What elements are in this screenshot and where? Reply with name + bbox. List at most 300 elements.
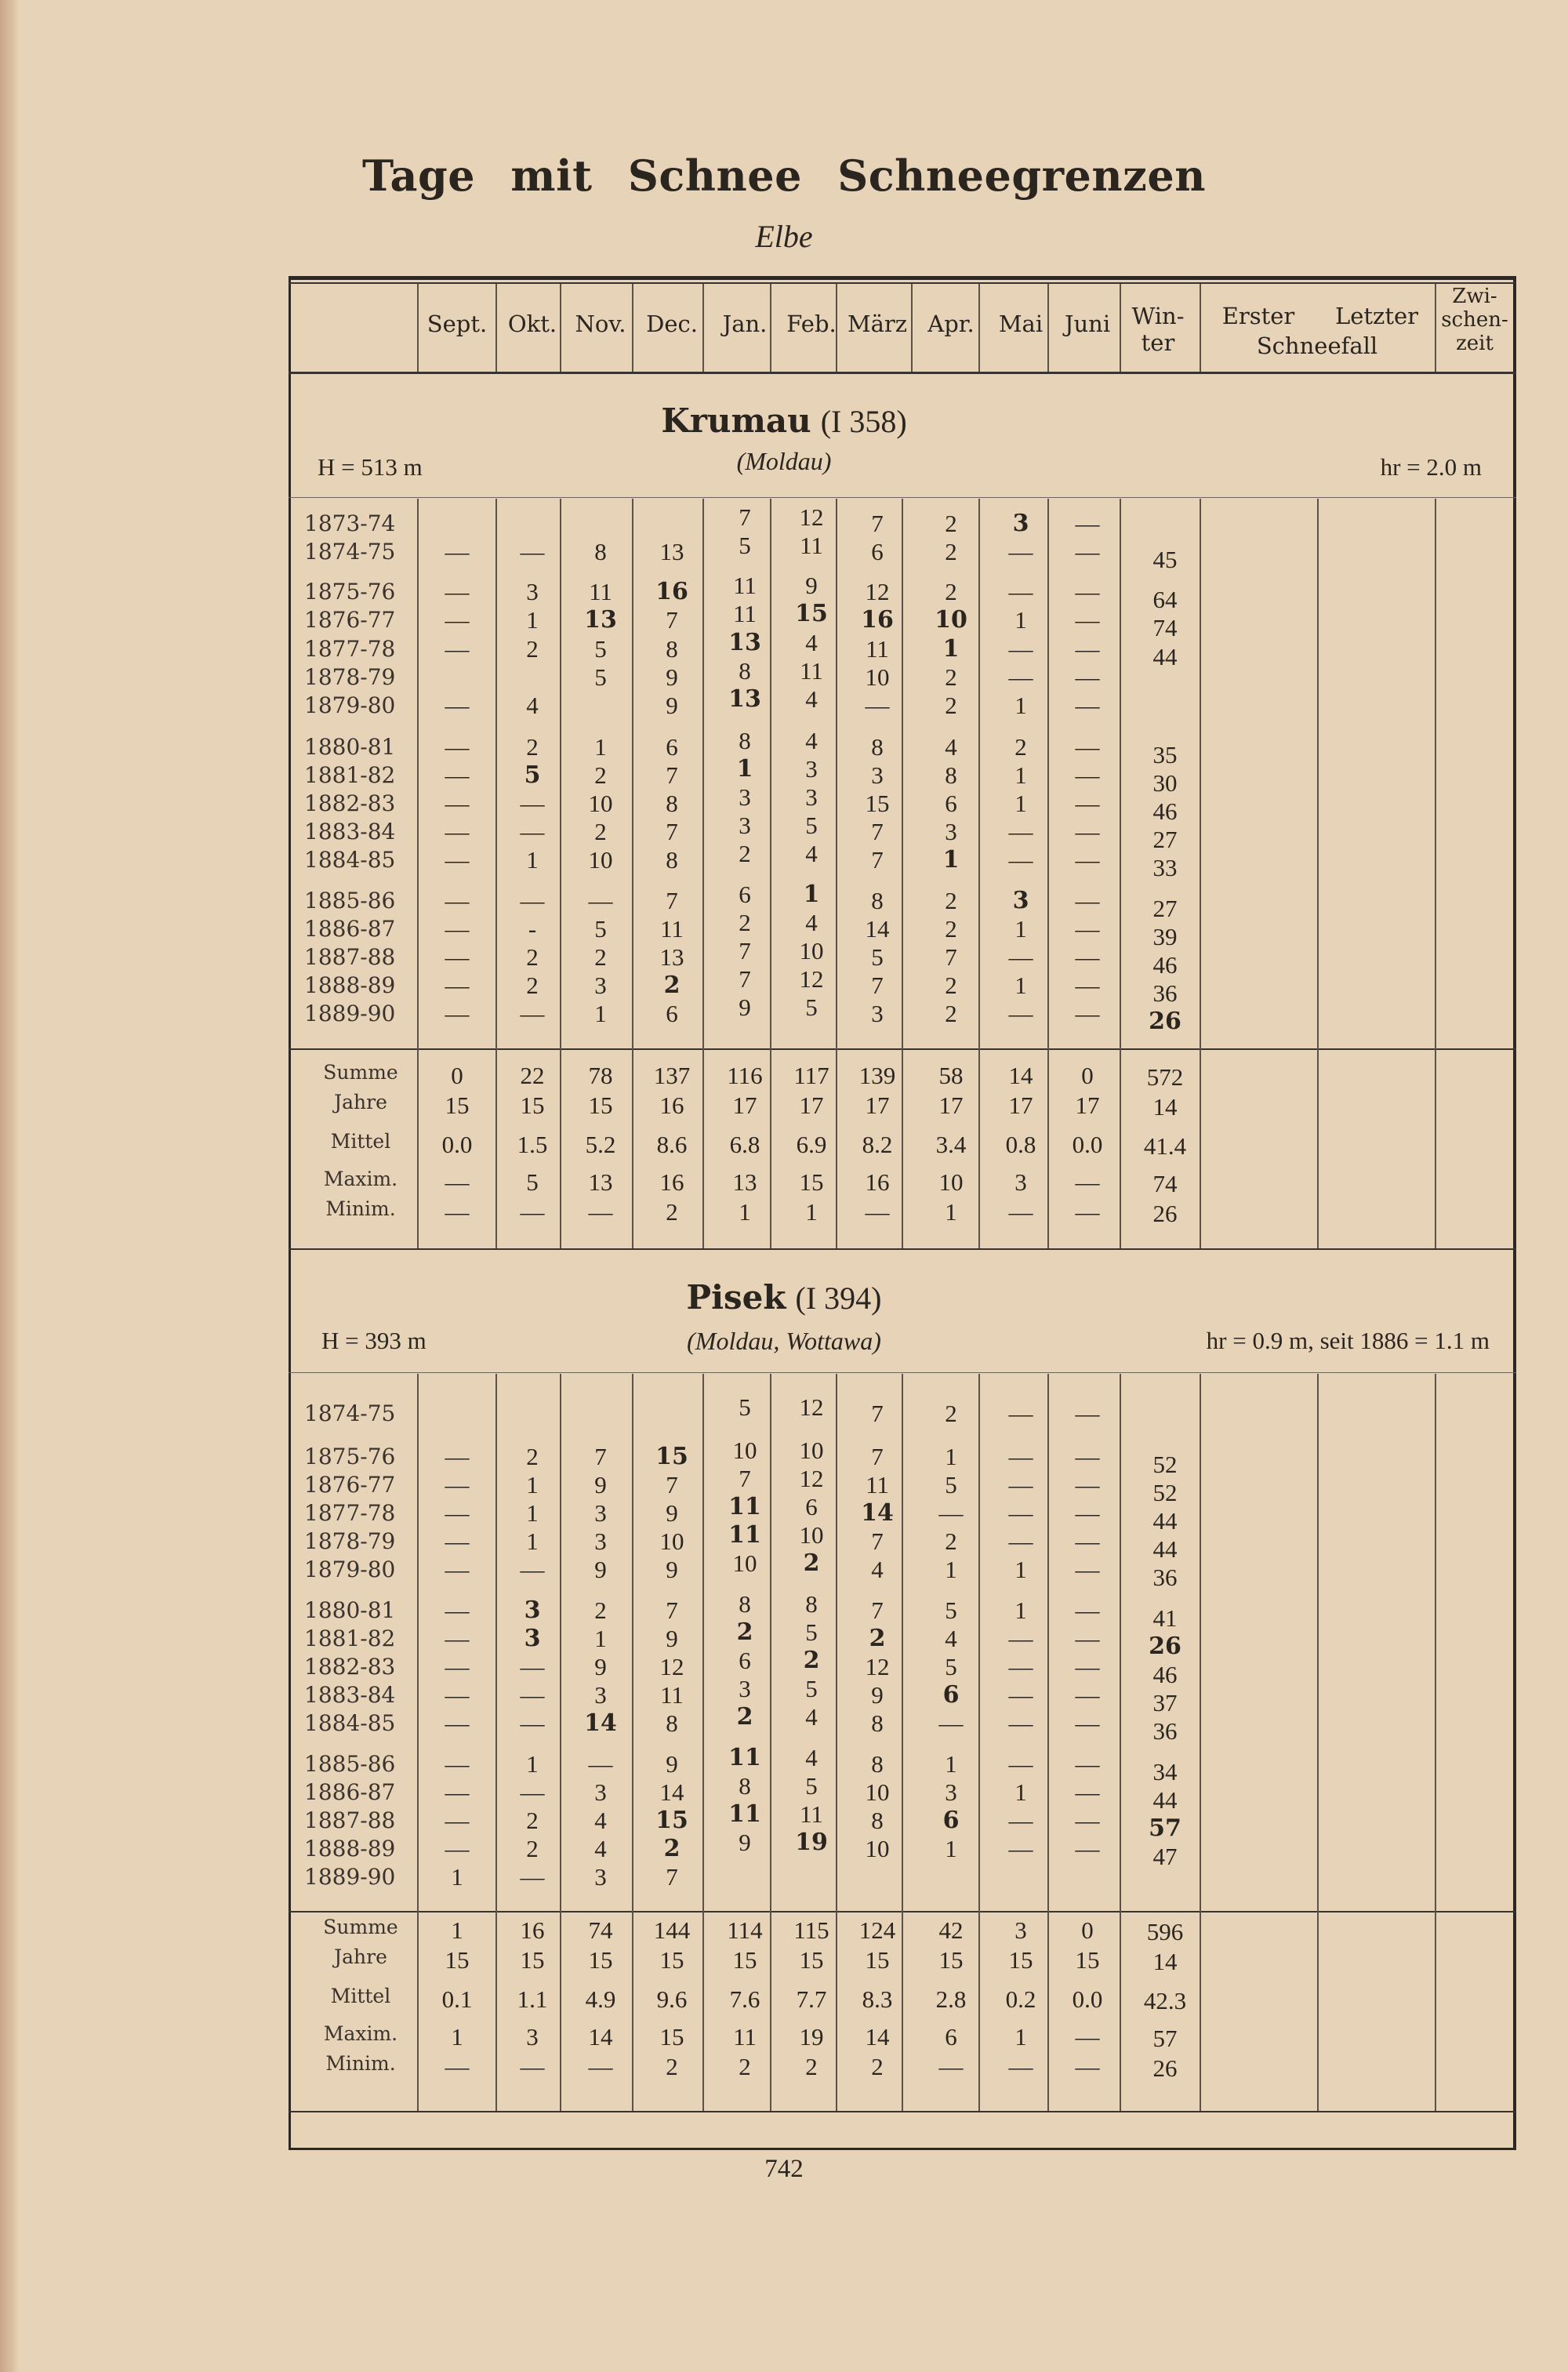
data-cell: 2 <box>945 1527 957 1555</box>
data-cell: 7 <box>594 1443 607 1470</box>
data-cell: 7 <box>666 761 678 789</box>
data-cell: 3 <box>594 972 607 999</box>
summary-cell: — <box>1075 1168 1100 1196</box>
data-cell: 5 <box>945 1471 957 1498</box>
data-cell: 2 <box>526 972 539 999</box>
summary-cell: 7.7 <box>796 1985 827 2013</box>
year-label: 1876-77 <box>304 607 396 633</box>
data-cell: 8 <box>666 635 678 663</box>
data-cell: — <box>520 887 545 914</box>
summary-cell: 15 <box>1075 1946 1100 1974</box>
summary-cell: — <box>588 1198 613 1226</box>
header-month: März <box>847 311 908 337</box>
summary-cell: 0 <box>1081 1062 1094 1089</box>
summary-cell: 15 <box>865 1946 890 1974</box>
winter-cell: 64 <box>1152 586 1178 613</box>
data-cell: — <box>1075 1807 1100 1834</box>
data-cell: 3 <box>805 783 818 811</box>
data-cell: 7 <box>871 1596 884 1624</box>
column-separator <box>1200 499 1201 1248</box>
data-cell: 7 <box>666 1596 678 1624</box>
summary-cell: 6 <box>945 2023 957 2051</box>
data-cell: — <box>1075 790 1100 817</box>
data-cell: 4 <box>526 692 539 719</box>
summary-cell: 1 <box>1014 2023 1027 2051</box>
data-cell: — <box>445 790 470 817</box>
data-cell: 1 <box>1014 790 1027 817</box>
data-cell: — <box>1075 1750 1100 1778</box>
data-cell: 12 <box>865 1653 890 1680</box>
data-cell: — <box>1075 761 1100 789</box>
summary-cell: 0.0 <box>441 1131 473 1158</box>
krumau-end-rule <box>289 1248 1516 1250</box>
summary-cell: — <box>445 1168 470 1196</box>
summary-cell: — <box>520 2053 545 2080</box>
data-cell: 2 <box>526 1835 539 1862</box>
data-cell: 2 <box>945 538 957 565</box>
data-cell: — <box>445 692 470 719</box>
data-cell: 2 <box>869 1625 886 1652</box>
summary-cell: 1 <box>451 2023 463 2051</box>
data-cell: — <box>520 818 545 845</box>
year-label: 1882-83 <box>304 790 396 816</box>
summary-cell: — <box>1008 1198 1033 1226</box>
data-cell: 4 <box>805 629 818 656</box>
data-cell: 3 <box>594 1681 607 1709</box>
data-cell: — <box>1008 1400 1033 1427</box>
summary-cell: 3 <box>526 2023 539 2051</box>
column-separator <box>417 499 419 1248</box>
winter-cell: 36 <box>1152 1564 1178 1591</box>
header-separator <box>1200 284 1201 372</box>
data-cell: 3 <box>871 761 884 789</box>
summary-winter-cell: 42.3 <box>1143 1987 1187 2014</box>
summary-cell: 116 <box>727 1062 763 1089</box>
header-month: Feb. <box>786 311 837 337</box>
column-separator <box>1200 1374 1201 2111</box>
data-cell: 7 <box>666 1863 678 1891</box>
data-cell: 11 <box>660 1681 684 1709</box>
winter-cell: 39 <box>1152 923 1178 950</box>
summary-cell: 17 <box>865 1092 890 1119</box>
pisek-head-rule <box>289 1372 1516 1373</box>
winter-cell: 45 <box>1152 546 1178 573</box>
data-cell: 3 <box>594 1499 607 1527</box>
summary-cell: 2.8 <box>935 1985 967 2013</box>
year-label: 1877-78 <box>304 636 396 662</box>
data-cell: 4 <box>805 1744 818 1771</box>
data-cell: 1 <box>1014 1596 1027 1624</box>
summary-cell: 0.2 <box>1005 1985 1036 2013</box>
data-cell: 15 <box>655 1443 688 1470</box>
data-cell: 1 <box>1014 972 1027 999</box>
data-cell: 13 <box>659 538 684 565</box>
data-cell: 3 <box>594 1527 607 1555</box>
data-cell: 11 <box>728 1493 761 1520</box>
winter-cell: 44 <box>1152 1507 1178 1535</box>
data-cell: 11 <box>800 657 823 685</box>
data-cell: — <box>1075 1527 1100 1555</box>
summary-cell: 1 <box>739 1198 751 1226</box>
column-separator <box>1120 1374 1121 2111</box>
column-separator <box>1120 499 1121 1248</box>
summary-cell: — <box>938 2053 964 2080</box>
station-name-pisek <box>0 1278 1568 1317</box>
data-cell: 10 <box>865 1835 890 1862</box>
data-cell: — <box>445 915 470 943</box>
data-cell: 1 <box>594 733 607 761</box>
data-cell: 2 <box>945 887 957 914</box>
data-cell: — <box>1008 1835 1033 1862</box>
data-cell: 3 <box>805 755 818 783</box>
year-label: 1883-84 <box>304 1682 396 1708</box>
summary-cell: 22 <box>520 1062 545 1089</box>
data-cell: 3 <box>871 1000 884 1027</box>
data-cell: 4 <box>945 733 957 761</box>
summary-cell: 15 <box>520 1946 545 1974</box>
data-cell: 1 <box>736 755 753 783</box>
year-label: 1886-87 <box>304 1779 396 1805</box>
data-cell: 6 <box>666 1000 678 1027</box>
header-zwischenzeit-line3: zeit <box>1456 332 1494 355</box>
data-cell: 11 <box>728 1521 761 1549</box>
data-cell: 1 <box>803 881 820 908</box>
summary-cell: 2 <box>666 1198 678 1226</box>
data-cell: — <box>445 1527 470 1555</box>
winter-cell: 46 <box>1152 1661 1178 1688</box>
data-cell: 6 <box>666 733 678 761</box>
winter-cell: 44 <box>1152 1535 1178 1563</box>
page-edge <box>0 0 19 2372</box>
data-cell: — <box>1075 1835 1100 1862</box>
data-cell: 2 <box>594 943 607 971</box>
summary-cell: 0.0 <box>1072 1131 1103 1158</box>
data-cell: — <box>445 1778 470 1806</box>
data-cell: — <box>520 1863 545 1891</box>
data-cell: — <box>445 818 470 845</box>
data-cell: 7 <box>739 937 751 964</box>
summary-cell: 8.6 <box>656 1131 688 1158</box>
data-cell: 4 <box>594 1807 607 1834</box>
data-cell: — <box>1075 972 1100 999</box>
summary-cell: 5.2 <box>585 1131 616 1158</box>
data-cell: — <box>1008 1499 1033 1527</box>
year-label: 1884-85 <box>304 1710 396 1736</box>
summary-cell: 8.2 <box>862 1131 893 1158</box>
data-cell: 11 <box>728 1800 761 1828</box>
winter-cell: 46 <box>1152 951 1178 979</box>
data-cell: 1 <box>945 1835 957 1862</box>
data-cell: 1 <box>526 1527 539 1555</box>
summary-cell: 137 <box>653 1062 691 1089</box>
data-cell: — <box>445 972 470 999</box>
data-cell: — <box>445 1750 470 1778</box>
data-cell: 10 <box>935 606 967 634</box>
header-month: Jan. <box>722 311 768 337</box>
year-label: 1874-75 <box>304 1400 396 1426</box>
winter-cell: 52 <box>1152 1479 1178 1506</box>
summary-cell: 13 <box>732 1168 757 1196</box>
summary-cell: 15 <box>588 1946 613 1974</box>
summary-cell: 3.4 <box>935 1131 967 1158</box>
summary-label: Summe <box>323 1061 398 1084</box>
data-cell: 2 <box>945 1400 957 1427</box>
krumau-head-rule <box>289 497 1516 498</box>
data-cell: — <box>1008 818 1033 845</box>
data-cell: 14 <box>861 1499 894 1527</box>
data-cell: 5 <box>739 1393 751 1421</box>
data-cell: 3 <box>739 783 751 811</box>
summary-cell: 78 <box>588 1062 613 1089</box>
column-separator <box>632 1374 633 2111</box>
summary-winter-cell: 572 <box>1146 1063 1184 1091</box>
header-month: Nov. <box>575 311 626 337</box>
data-cell: 1 <box>1014 1556 1027 1583</box>
header-month: Dec. <box>646 311 698 337</box>
data-cell: 2 <box>526 943 539 971</box>
data-cell: — <box>1075 915 1100 943</box>
winter-cell: 44 <box>1152 643 1178 670</box>
winter-cell: 41 <box>1152 1604 1178 1632</box>
data-cell: — <box>1075 1778 1100 1806</box>
data-cell: 9 <box>739 1829 751 1856</box>
data-cell: 7 <box>739 965 751 993</box>
summary-label: Jahre <box>334 1945 387 1968</box>
header-month: Sept. <box>426 311 488 337</box>
data-cell: — <box>1008 538 1033 565</box>
data-cell: 9 <box>594 1653 607 1680</box>
data-cell: 5 <box>739 532 751 559</box>
summary-cell: 6.8 <box>729 1131 760 1158</box>
data-cell: — <box>445 635 470 663</box>
data-cell: 10 <box>799 1437 824 1464</box>
data-cell: — <box>938 1499 964 1527</box>
year-label: 1875-76 <box>304 579 396 605</box>
data-cell: 9 <box>739 993 751 1021</box>
data-cell: — <box>1008 1681 1033 1709</box>
year-label: 1888-89 <box>304 1836 396 1862</box>
data-cell: — <box>1008 1443 1033 1470</box>
data-cell: 7 <box>666 887 678 914</box>
data-cell: 8 <box>666 1709 678 1737</box>
data-cell: 2 <box>945 692 957 719</box>
data-cell: — <box>520 1778 545 1806</box>
data-cell: — <box>1008 663 1033 691</box>
station-hr: hr = 0.9 m, seit 1886 = 1.1 m <box>1206 1327 1490 1354</box>
data-cell: — <box>520 538 545 565</box>
data-cell: — <box>445 1653 470 1680</box>
winter-cell: 47 <box>1152 1843 1178 1870</box>
data-cell: 12 <box>799 503 824 531</box>
data-cell: 8 <box>805 1590 818 1618</box>
data-cell: — <box>1008 943 1033 971</box>
year-label: 1889-90 <box>304 1864 396 1890</box>
summary-winter-cell: 14 <box>1152 1093 1178 1121</box>
station-code: (I 394) <box>795 1280 882 1316</box>
data-cell: — <box>520 1709 545 1737</box>
summary-cell: 13 <box>588 1168 613 1196</box>
year-label: 1875-76 <box>304 1444 396 1469</box>
data-cell: — <box>1008 1750 1033 1778</box>
data-cell: — <box>445 1471 470 1498</box>
data-cell: — <box>445 1596 470 1624</box>
data-cell: — <box>1075 1556 1100 1583</box>
data-cell: — <box>1075 1596 1100 1624</box>
summary-cell: 115 <box>793 1916 829 1944</box>
data-cell: — <box>445 943 470 971</box>
data-cell: 13 <box>728 629 761 656</box>
winter-cell: 34 <box>1152 1758 1178 1785</box>
data-cell: 9 <box>594 1556 607 1583</box>
station-river: (Moldau) <box>736 447 832 475</box>
summary-cell: 17 <box>732 1092 757 1119</box>
summary-cell: 139 <box>858 1062 896 1089</box>
data-cell: 2 <box>594 818 607 845</box>
summary-cell: 42 <box>938 1916 964 1944</box>
data-cell: 4 <box>594 1835 607 1862</box>
year-label: 1887-88 <box>304 1807 396 1833</box>
summary-label: Mittel <box>330 1130 391 1153</box>
data-cell: — <box>445 606 470 634</box>
winter-cell: 57 <box>1149 1814 1181 1842</box>
summary-cell: 9.6 <box>656 1985 688 2013</box>
data-cell: 8 <box>594 538 607 565</box>
data-cell: 16 <box>655 578 688 605</box>
summary-cell: 10 <box>938 1168 964 1196</box>
data-cell: — <box>1075 887 1100 914</box>
data-cell: 10 <box>659 1527 684 1555</box>
station-code: (I 358) <box>820 404 907 439</box>
data-cell: 11 <box>589 578 612 605</box>
data-cell: — <box>520 1653 545 1680</box>
data-cell: 2 <box>526 1807 539 1834</box>
data-cell: 2 <box>945 972 957 999</box>
data-cell: 7 <box>871 510 884 537</box>
year-label: 1877-78 <box>304 1500 396 1526</box>
data-cell: 1 <box>942 846 960 874</box>
summary-cell: 17 <box>938 1092 964 1119</box>
data-cell: — <box>1008 1527 1033 1555</box>
column-separator <box>632 499 633 1248</box>
summary-label: Minim. <box>325 1197 396 1220</box>
data-cell: 2 <box>736 1618 753 1646</box>
data-cell: 7 <box>666 1471 678 1498</box>
summary-cell: 17 <box>799 1092 824 1119</box>
data-cell: — <box>1075 1000 1100 1027</box>
year-label: 1881-82 <box>304 762 396 788</box>
summary-cell: 17 <box>1075 1092 1100 1119</box>
data-cell: 3 <box>594 1778 607 1806</box>
header-schneefall: Schneefall <box>1256 332 1378 359</box>
station-height: H = 393 m <box>321 1327 426 1354</box>
year-label: 1888-89 <box>304 972 396 998</box>
header-month: Apr. <box>927 311 975 337</box>
year-label: 1889-90 <box>304 1001 396 1026</box>
data-cell: 6 <box>945 790 957 817</box>
data-cell: — <box>445 1000 470 1027</box>
data-cell: 13 <box>659 943 684 971</box>
data-cell: — <box>1008 1807 1033 1834</box>
header-separator <box>417 284 419 372</box>
data-cell: — <box>1075 943 1100 971</box>
year-label: 1886-87 <box>304 916 396 942</box>
summary-cell: 7.6 <box>729 1985 760 2013</box>
data-cell: 1 <box>1014 1778 1027 1806</box>
data-cell: 6 <box>871 538 884 565</box>
summary-cell: 0.8 <box>1005 1131 1036 1158</box>
data-cell: 10 <box>865 663 890 691</box>
data-cell: 7 <box>739 503 751 531</box>
data-cell: 1 <box>451 1863 463 1891</box>
data-cell: 5 <box>594 915 607 943</box>
data-cell: 9 <box>666 1750 678 1778</box>
header-top-rule <box>289 282 1516 284</box>
data-cell: 5 <box>871 943 884 971</box>
data-cell: 1 <box>526 1499 539 1527</box>
data-cell: 8 <box>871 1709 884 1737</box>
summary-cell: 3 <box>1014 1168 1027 1196</box>
data-cell: — <box>520 790 545 817</box>
summary-cell: 144 <box>653 1916 691 1944</box>
data-cell: 2 <box>945 915 957 943</box>
summary-cell: 11 <box>733 2023 757 2051</box>
summary-cell: — <box>1075 2023 1100 2051</box>
data-cell: 2 <box>945 510 957 537</box>
data-cell: — <box>1075 1681 1100 1709</box>
winter-cell: 52 <box>1152 1451 1178 1478</box>
data-cell: — <box>445 1556 470 1583</box>
page-title: Tage mit Schnee Schneegrenzen <box>362 151 1206 201</box>
data-cell: 1 <box>594 1000 607 1027</box>
data-cell: 7 <box>871 1443 884 1470</box>
data-cell: — <box>1008 1471 1033 1498</box>
data-cell: 2 <box>945 663 957 691</box>
data-cell: 7 <box>666 818 678 845</box>
summary-cell: 14 <box>865 2023 890 2051</box>
data-cell: 8 <box>871 1807 884 1834</box>
data-cell: 8 <box>945 761 957 789</box>
data-cell: 4 <box>805 909 818 936</box>
data-cell: 2 <box>739 840 751 867</box>
data-cell: 1 <box>526 1750 539 1778</box>
data-cell: 7 <box>666 606 678 634</box>
data-cell: — <box>588 887 613 914</box>
summary-cell: 0.0 <box>1072 1985 1103 2013</box>
data-cell: 7 <box>739 1465 751 1492</box>
header-erster: Erster <box>1221 303 1295 329</box>
data-cell: 5 <box>945 1653 957 1680</box>
data-cell: — <box>1075 1400 1100 1427</box>
summary-cell: — <box>520 1198 545 1226</box>
data-cell: 2 <box>736 1703 753 1731</box>
data-cell: 11 <box>660 915 684 943</box>
data-cell: 2 <box>739 909 751 936</box>
header-zwischenzeit <box>1436 285 1513 355</box>
summary-cell: 2 <box>739 2053 751 2080</box>
data-cell: — <box>520 1556 545 1583</box>
header-zwischenzeit-line2: schen- <box>1441 308 1508 332</box>
column-separator <box>417 1374 419 2111</box>
station-name: Krumau <box>661 401 811 440</box>
data-cell: 9 <box>666 663 678 691</box>
summary-cell: 15 <box>659 1946 684 1974</box>
winter-cell: 30 <box>1152 769 1178 797</box>
data-cell: — <box>520 1681 545 1709</box>
winter-cell: 27 <box>1152 895 1178 922</box>
data-cell: — <box>865 692 890 719</box>
summary-cell: 5 <box>526 1168 539 1196</box>
data-cell: 5 <box>524 761 541 789</box>
